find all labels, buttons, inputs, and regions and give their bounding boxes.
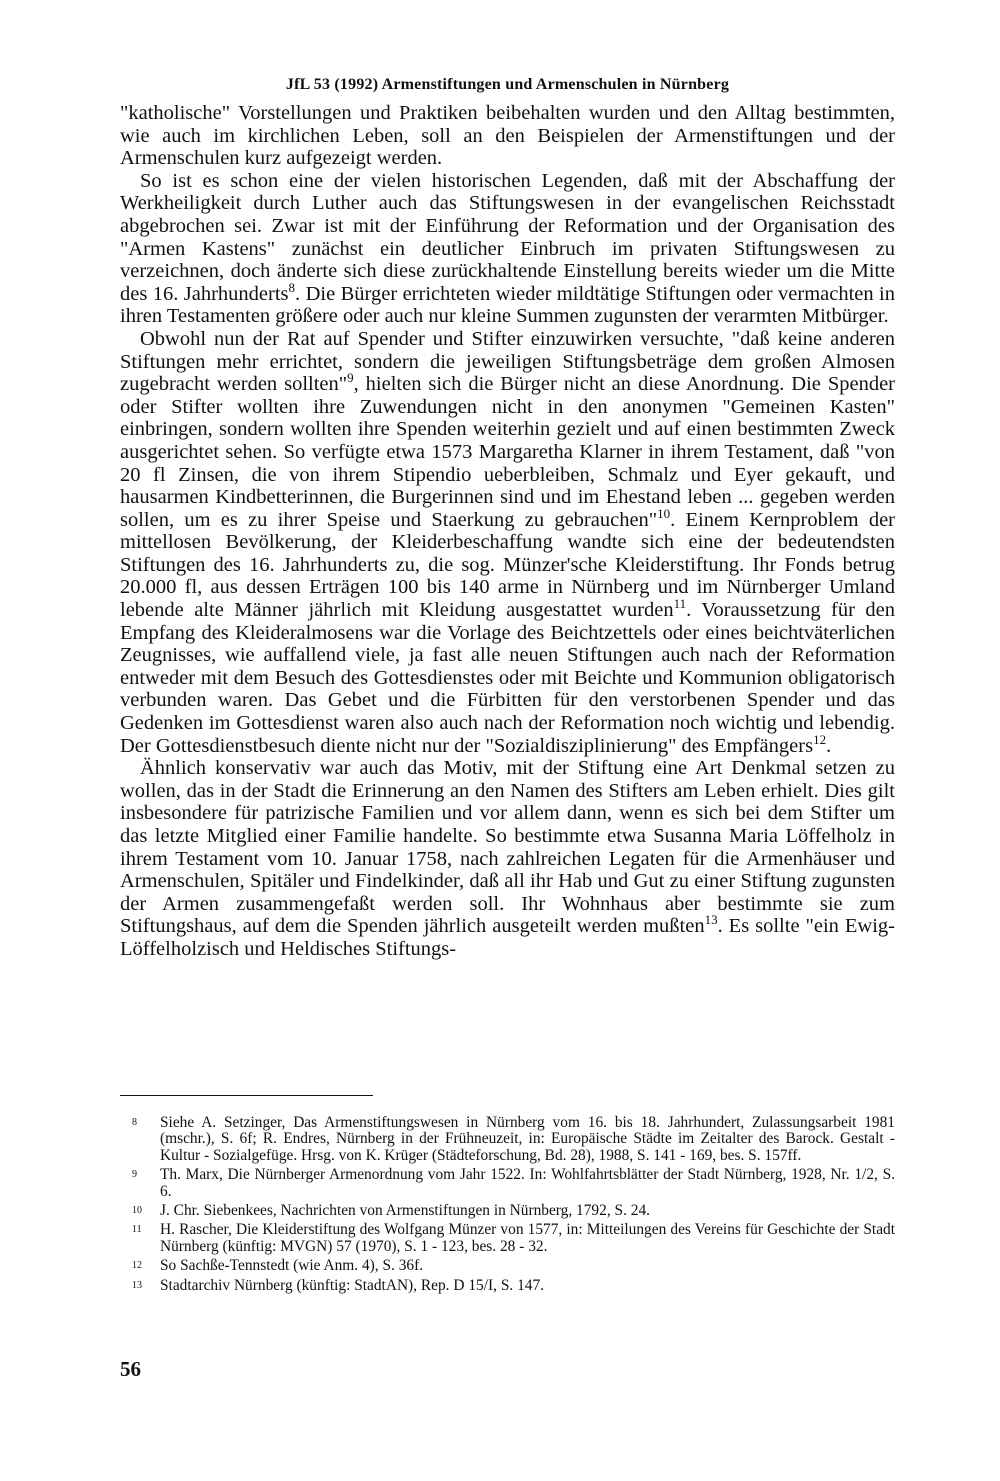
footnote-text: Stadtarchiv Nürnberg (künftig: StadtAN), Rep. D 15/I, S. 147. [160,1276,545,1294]
footnote-ref-8: 8 [288,279,296,295]
footnote-ref-10: 10 [657,505,671,521]
paragraph-3-text-b: , hielten sich die Bürger nicht an diese Anordnung. Die Spender oder Stifter wollten ihre Zuwendungen nicht in den anonymen "Gemeinen Kasten" einbringen, sondern wollten ihre Spenden weiterhin gezielt und auf einen bestimmten Zweck ausgerichtet sehen. So verfügte etwa 1573 Margaretha Klarner in ihrem Testament, daß "von 20 fl Zinsen, die von ihrem Stipendio ueberbleiben, Schmalz und Eyer gekauft, und hausarmen Kindbetterinnen, die Burgerinnen sind und im Ehestand leben ... gegeben werden sollen, um es zu ihrer Speise und Staerkung zu gebrauchen" [120,373,895,531]
footnote-text: Th. Marx, Die Nürnberger Armenordnung vom Jahr 1522. In: Wohlfahrtsblätter der Stadt Nürnberg, 1928, Nr. 1/2, S. 6. [160,1166,895,1200]
body-text [120,102,895,961]
footnote-number: 13 [132,1279,142,1291]
paragraph-3-text-e: . [826,734,832,757]
footnotes [120,1115,895,1297]
footnote [120,1167,895,1200]
paragraph-2 [120,170,895,328]
footnote-number: 12 [132,1260,142,1272]
footnote [120,1278,895,1294]
footnote [120,1115,895,1164]
footnote-ref-13: 13 [704,912,718,928]
footnote-text: J. Chr. Siebenkees, Nachrichten von Armenstiftungen in Nürnberg, 1792, S. 24. [160,1202,651,1220]
footnote-text: Siehe A. Setzinger, Das Armenstiftungswesen in Nürnberg vom 16. bis 18. Jahrhundert, Zulassungsarbeit 1981 (mschr.), S. 6f; R. Endres, Nürnberg in der Frühneuzeit, in: Europäische Städte im Zeitalter des Barock. Gestalt - Kultur - Sozialgefüge. Hrsg. von K. Krüger (Städteforschung, Bd. 28), 1988, S. 141 - 169, bes. S. 157ff. [160,1114,895,1164]
footnote-ref-12: 12 [813,731,827,747]
footnote [120,1222,895,1255]
paragraph-3-text-c: . Einem Kernproblem der mittellosen Bevölkerung, der Kleiderbeschaffung wandte sich eine der bedeutendsten Stiftungen des 16. Jahrhunderts zu, die sog. Münzer'sche Kleiderstiftung. Ihr Fonds betrug 20.000 fl, aus dessen Erträgen 100 bis 140 arme in Nürnberg und im Nürnberger Umland lebende alte Männer jährlich mit Kleidung ausgestattet wurden [120,508,896,622]
paragraph-4 [120,757,895,960]
paragraph-4-text-b: . Es sollte "ein Ewig-Löffelholzisch und Heldisches Stiftungs- [120,915,895,960]
footnote [120,1258,895,1274]
footnote-number: 9 [132,1169,137,1181]
footnote-separator [120,1095,373,1096]
paragraph-3-text-a: Obwohl nun der Rat auf Spender und Stifter einzuwirken versuchte, "daß keine anderen Stiftungen mehr errichtet, sondern die jeweiligen Stiftungsbeträge dem großen Almosen zugebracht werden sollten" [120,327,895,396]
footnote-ref-9: 9 [347,370,354,386]
paragraph-1 [120,102,895,170]
footnote-number: 11 [132,1224,142,1236]
paragraph-2-text-a: So ist es schon eine der vielen historischen Legenden, daß mit der Abschaffung der Werkheiligkeit durch Luther auch das Stiftungswesen in der evangelischen Reichsstadt abgebrochen sei. Zwar ist mit der Einführung der Reformation und der Organisation des "Armen Kastens" zunächst ein deutlicher Einbruch im privaten Stiftungswesen zu verzeichnen, doch änderte sich diese zurückhaltende Einstellung bereits wieder um die Mitte des 16. Jahrhunderts [120,169,895,305]
paragraph-3 [120,328,895,757]
footnote-number: 8 [132,1117,137,1128]
footnote-ref-11: 11 [673,596,687,612]
footnote-number: 10 [132,1205,142,1217]
paragraph-4-text-a: Ähnlich konservativ war auch das Motiv, mit der Stiftung eine Art Denkmal setzen zu wollen, das in der Stadt die Erinnerung an den Namen des Stifters am Leben erhielt. Dies gilt insbesondere für patrizische Familien und vor allem dann, wenn es sich bei dem Stifter um das letzte Mitglied einer Familie handelte. So bestimmte etwa Susanna Maria Löffelholz in ihrem Testament vom 10. Januar 1758, nach zahlreichen Legaten für die Armenhäuser und Armenschulen, Spitäler und Findelkinder, daß all ihr Hab und Gut zu einer Stiftung zugunsten der Armen zusammengefaßt werden soll. Ihr Wohnhaus aber bestimmte sie zum Stiftungshaus, auf dem die Spenden jährlich ausgeteilt werden mußten [120,757,895,938]
footnote-text: H. Rascher, Die Kleiderstiftung des Wolfgang Münzer von 1577, in: Mitteilungen des Vereins für Geschichte der Stadt Nürnberg (künftig: MVGN) 57 (1970), S. 1 - 123, bes. 28 - 32. [160,1221,895,1255]
page-number: 56 [120,1357,141,1381]
footnote [120,1203,895,1219]
paragraph-2-text-b: . Die Bürger errichteten wieder mildtätige Stiftungen oder vermachten in ihren Testamenten größere oder auch nur kleine Summen zugunsten der verarmten Mitbürger. [120,282,895,328]
paragraph-1-text: "katholische" Vorstellungen und Praktiken beibehalten wurden und den Alltag bestimmten, wie auch im kirchlichen Leben, soll an den Beispielen der Armenstiftungen und der Armenschulen kurz aufgezeigt werden. [120,102,895,170]
paragraph-3-text-d: . Voraussetzung für den Empfang des Kleideralmosens war die Vorlage des Beichtzettels oder eines beichtväterlichen Zeugnisses, wie auffallend viele, ja fast alle neuen Stiftungen auch nach der Reformation entweder mit dem Besuch des Gottesdienstes oder mit Beichte und Kommunion obligatorisch verbunden waren. Das Gebet und die Fürbitten für den verstorbenen Spender und das Gedenken im Gottesdienst waren also auch nach der Reformation noch wichtig und lebendig. Der Gottesdienstbesuch diente nicht nur der "Sozialdisziplinierung" des Empfängers [120,599,895,757]
running-head: JfL 53 (1992) Armenstiftungen und Armenschulen in Nürnberg [285,76,730,93]
footnote-text: So Sachße-Tennstedt (wie Anm. 4), S. 36f. [160,1257,424,1275]
